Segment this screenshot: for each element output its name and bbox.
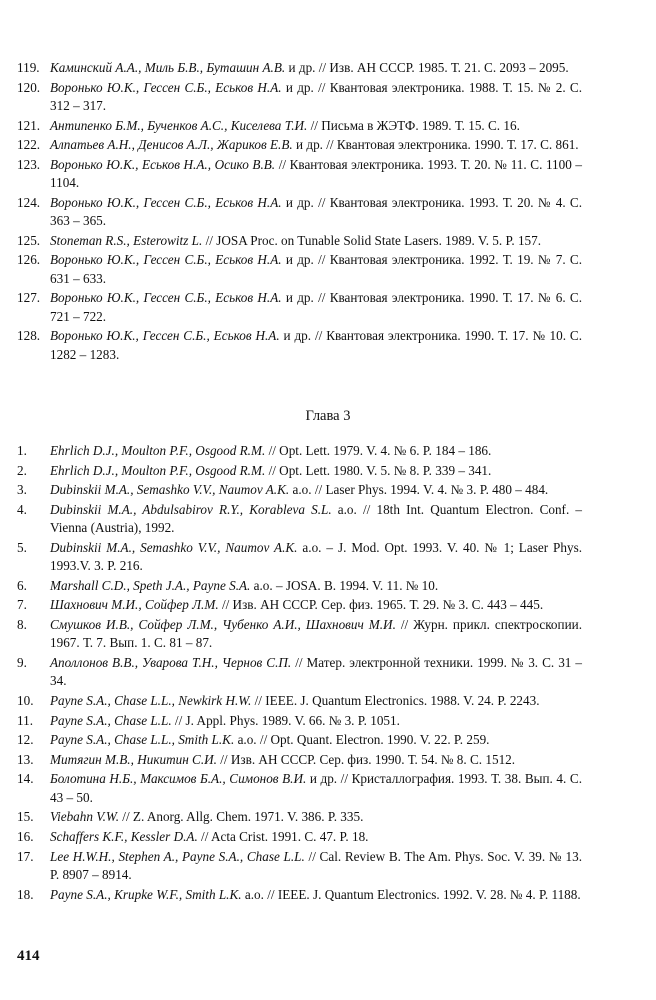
reference-authors: Ehrlich D.J., Moulton P.F., Osgood R.M. bbox=[50, 443, 266, 458]
reference-source: и др. // Квантовая электроника. 1990. Т. 17. С. 861. bbox=[292, 137, 579, 153]
reference-entry bbox=[0, 117, 656, 135]
reference-entry bbox=[0, 770, 656, 807]
reference-source: // Acta Crist. 1991. C. 47. P. 18. bbox=[197, 828, 369, 844]
reference-authors: Dubinskii M.A., Semashko V.V., Naumov A.K. bbox=[50, 482, 290, 498]
reference-authors: Schaffers K.F., Kessler D.A. bbox=[50, 828, 198, 844]
reference-number: 7. bbox=[17, 597, 27, 613]
reference-source: и др. // Квантовая электроника. 1993. Т. 20. № 4. С. 363 – 365. bbox=[50, 194, 583, 229]
reference-source: // Cal. Review B. The Am. Phys. Soc. V. 39. № 13. P. 8907 – 8914. bbox=[50, 848, 582, 882]
reference-entry bbox=[0, 442, 656, 460]
reference-number: 16. bbox=[17, 828, 34, 844]
reference-source: a.o. – J. Mod. Opt. 1993. V. 40. № 1; Laser Phys. 1993.V. 3. P. 216. bbox=[50, 539, 582, 574]
reference-source: // Письма в ЖЭТФ. 1989. Т. 15. С. 16. bbox=[307, 117, 520, 133]
reference-source: и др. // Квантовая электроника. 1992. Т. 19. № 7. С. 631 – 633. bbox=[50, 252, 583, 286]
reference-entry bbox=[0, 232, 656, 250]
reference-source: и др. // Квантовая электроника. 1990. Т. 17. № 6. С. 721 – 722. bbox=[50, 290, 583, 324]
reference-source: и др. // Изв. АН СССР. 1985. Т. 21. С. 2093 – 2095. bbox=[285, 60, 569, 75]
reference-number: 124. bbox=[17, 194, 41, 210]
reference-authors: Шахнович М.И., Сойфер Л.М. bbox=[50, 597, 219, 613]
reference-entry bbox=[0, 848, 656, 885]
reference-source: и др. // Квантовая электроника. 1990. Т. 17. № 10. С. 1282 – 1283. bbox=[50, 328, 582, 362]
reference-authors: Payne S.A., Krupke W.F., Smith L.K. bbox=[50, 886, 242, 902]
reference-entry bbox=[0, 501, 656, 538]
reference-source: // IEEE. J. Quantum Electronics. 1988. V. 24. P. 2243. bbox=[251, 692, 540, 708]
reference-source: // JOSA Proc. on Tunable Solid State Lasers. 1989. V. 5. P. 157. bbox=[202, 232, 542, 248]
reference-number: 125. bbox=[17, 232, 41, 248]
reference-number: 9. bbox=[17, 654, 27, 670]
reference-number: 120. bbox=[17, 79, 41, 95]
reference-source: // Z. Anorg. Allg. Chem. 1971. V. 386. P. 335. bbox=[119, 809, 364, 825]
page-number: 414 bbox=[17, 948, 40, 964]
reference-entry bbox=[0, 692, 656, 710]
reference-entry bbox=[0, 327, 656, 364]
reference-source: // Opt. Lett. 1979. V. 4. № 6. P. 184 – 186. bbox=[265, 443, 492, 458]
reference-authors: Viebahn V.W. bbox=[50, 809, 119, 825]
reference-number: 15. bbox=[17, 809, 34, 825]
reference-number: 119. bbox=[17, 60, 40, 75]
reference-source: и др. // Квантовая электроника. 1988. Т. 15. № 2. С. 312 – 317. bbox=[50, 79, 583, 113]
reference-entry bbox=[0, 616, 656, 653]
reference-source: // Изв. АН СССР. Сер. физ. 1965. Т. 29. № 3. С. 443 – 445. bbox=[218, 597, 544, 613]
reference-number: 126. bbox=[17, 252, 41, 268]
reference-entry bbox=[0, 194, 656, 231]
reference-authors: Воронько Ю.К., Гессен С.Б., Еськов Н.А. bbox=[50, 328, 280, 344]
reference-number: 14. bbox=[17, 771, 34, 787]
reference-authors: Каминский А.А., Миль Б.В., Буташин А.В. bbox=[50, 60, 286, 75]
reference-number: 123. bbox=[17, 156, 41, 172]
reference-authors: Ehrlich D.J., Moulton P.F., Osgood R.M. bbox=[50, 462, 266, 478]
reference-authors: Воронько Ю.К., Гессен С.Б., Еськов Н.А. bbox=[50, 194, 282, 210]
reference-source: и др. // Кристаллография. 1993. Т. 38. Вып. 4. С. 43 – 50. bbox=[50, 771, 582, 805]
reference-authors: Dubinskii M.A., Semashko V.V., Naumov A.K. bbox=[50, 539, 298, 555]
reference-authors: Воронько Ю.К., Гессен С.Б., Еськов Н.А. bbox=[50, 252, 282, 268]
reference-entry bbox=[0, 156, 656, 193]
reference-authors: Marshall C.D., Speth J.A., Payne S.A. bbox=[50, 577, 251, 593]
reference-authors: Аполлонов В.В., Уварова Т.Н., Чернов С.П. bbox=[50, 654, 292, 670]
reference-authors: Воронько Ю.К., Гессен С.Б., Еськов Н.А. bbox=[50, 79, 282, 95]
reference-authors: Смушков И.В., Сойфер Л.М., Чубенко А.И., Шахнович М.И. bbox=[50, 616, 396, 632]
reference-source: a.o. // Laser Phys. 1994. V. 4. № 3. P. 480 – 484. bbox=[289, 482, 549, 498]
reference-number: 18. bbox=[17, 886, 34, 902]
reference-number: 3. bbox=[17, 482, 27, 498]
reference-number: 12. bbox=[17, 732, 34, 748]
reference-authors: Алпатьев А.Н., Денисов А.Л., Жариков Е.В. bbox=[50, 137, 293, 153]
chapter-heading: Глава 3 bbox=[305, 408, 351, 424]
reference-source: // Журн. прикл. спектроскопии. 1967. Т. 7. Вып. 1. С. 81 – 87. bbox=[50, 616, 582, 651]
reference-authors: Payne S.A., Chase L.L. bbox=[50, 712, 172, 728]
reference-number: 17. bbox=[17, 848, 34, 864]
reference-entry bbox=[0, 79, 656, 116]
reference-number: 5. bbox=[17, 539, 27, 555]
reference-entry bbox=[0, 462, 656, 480]
reference-authors: Антипенко Б.М., Бученков А.С., Киселева Т.И. bbox=[50, 117, 308, 133]
reference-authors: Lee H.W.H., Stephen A., Payne S.A., Chase L.L. bbox=[50, 848, 305, 864]
reference-source: // Изв. АН СССР. Сер. физ. 1990. Т. 54. № 8. С. 1512. bbox=[216, 751, 516, 767]
reference-source: a.o. // IEEE. J. Quantum Electronics. 1992. V. 28. № 4. P. 1188. bbox=[241, 886, 581, 902]
reference-source: a.o. // Opt. Quant. Electron. 1990. V. 22. P. 259. bbox=[234, 732, 490, 748]
reference-entry bbox=[0, 251, 656, 288]
reference-entry bbox=[0, 751, 656, 769]
reference-source: a.o. – JOSA. B. 1994. V. 11. № 10. bbox=[250, 577, 439, 593]
reference-number: 11. bbox=[17, 712, 33, 728]
reference-entry bbox=[0, 539, 656, 576]
reference-number: 121. bbox=[17, 117, 41, 133]
reference-entry bbox=[0, 886, 656, 904]
reference-number: 13. bbox=[17, 751, 34, 767]
reference-authors: Воронько Ю.К., Еськов Н.А., Осико В.В. bbox=[50, 156, 276, 172]
reference-entry bbox=[0, 808, 656, 826]
reference-entry bbox=[0, 59, 656, 77]
reference-authors: Митягин М.В., Никитин С.И. bbox=[50, 751, 217, 767]
reference-entry bbox=[0, 654, 656, 691]
reference-entry bbox=[0, 596, 656, 614]
reference-entry bbox=[0, 577, 656, 595]
reference-number: 10. bbox=[17, 692, 34, 708]
reference-authors: Payne S.A., Chase L.L., Newkirk H.W. bbox=[50, 692, 252, 708]
reference-authors: Payne S.A., Chase L.L., Smith L.K. bbox=[50, 732, 235, 748]
reference-number: 127. bbox=[17, 290, 41, 306]
reference-entry bbox=[0, 289, 656, 326]
reference-number: 2. bbox=[17, 462, 27, 478]
reference-list-chapter-3 bbox=[0, 442, 656, 905]
reference-authors: Болотина Н.Б., Максимов Б.А., Симонов В.И. bbox=[50, 771, 307, 787]
reference-source: // Opt. Lett. 1980. V. 5. № 8. P. 339 – 341. bbox=[265, 462, 492, 478]
reference-authors: Stoneman R.S., Esterowitz L. bbox=[50, 232, 203, 248]
reference-number: 122. bbox=[17, 137, 41, 153]
reference-entry bbox=[0, 481, 656, 499]
reference-number: 4. bbox=[17, 501, 27, 517]
reference-source: // Матер. электронной техники. 1999. № 3. С. 31 – 34. bbox=[50, 654, 582, 689]
reference-entry bbox=[0, 136, 656, 154]
reference-source: // J. Appl. Phys. 1989. V. 66. № 3. P. 1051. bbox=[171, 712, 400, 728]
reference-number: 1. bbox=[17, 443, 27, 458]
reference-authors: Dubinskii M.A., Abdulsabirov R.Y., Korableva S.L. bbox=[50, 501, 332, 517]
reference-source: // Квантовая электроника. 1993. Т. 20. № 11. С. 1100 – 1104. bbox=[50, 156, 583, 191]
reference-authors: Воронько Ю.К., Гессен С.Б., Еськов Н.А. bbox=[50, 290, 282, 306]
reference-source: a.o. // 18th Int. Quantum Electron. Conf. – Vienna (Austria), 1992. bbox=[50, 501, 582, 536]
reference-entry bbox=[0, 712, 656, 730]
reference-number: 6. bbox=[17, 577, 27, 593]
reference-number: 8. bbox=[17, 616, 27, 632]
reference-entry bbox=[0, 731, 656, 749]
reference-list-chapter-2 bbox=[0, 59, 656, 365]
reference-entry bbox=[0, 828, 656, 846]
reference-number: 128. bbox=[17, 328, 41, 344]
